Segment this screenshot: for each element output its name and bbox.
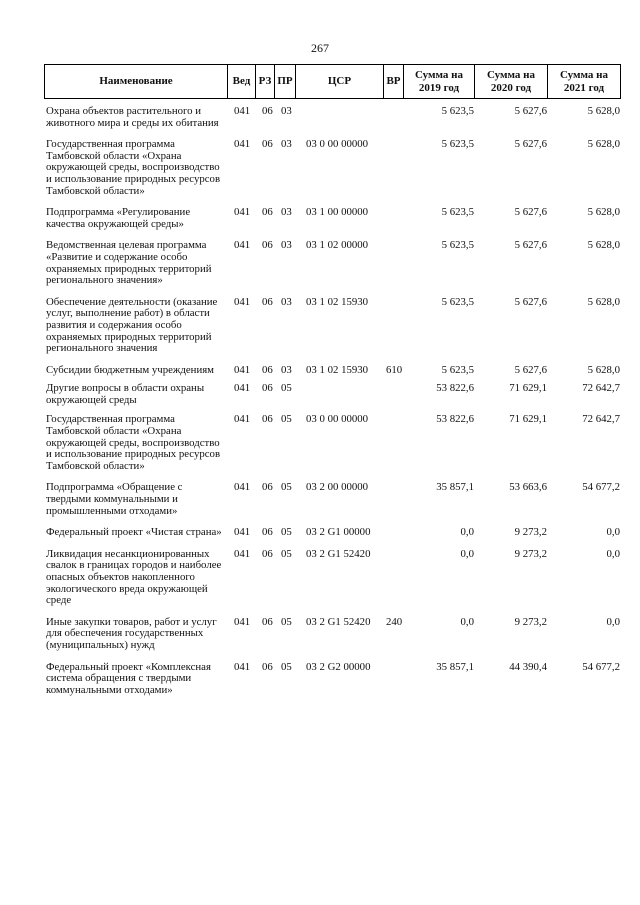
row-rz: 06 bbox=[262, 547, 273, 560]
row-sum-2019: 5 623,5 bbox=[441, 105, 474, 117]
row-sum-2020: 5 627,6 bbox=[514, 363, 547, 376]
row-rz: 06 bbox=[262, 206, 273, 219]
row-pr: 03 bbox=[281, 105, 292, 117]
row-name: Субсидии бюджетным учреждениям bbox=[46, 363, 215, 376]
row-sum-2019: 53 822,6 bbox=[436, 382, 474, 395]
row-ved: 041 bbox=[234, 660, 251, 673]
row-name: Другие вопросы в области охраны окружающей среды bbox=[46, 382, 205, 406]
row-sum-2020: 9 273,2 bbox=[514, 615, 547, 628]
row-pr: 03 bbox=[281, 295, 292, 308]
row-sum-2020: 44 390,4 bbox=[509, 660, 547, 673]
row-rz: 06 bbox=[262, 413, 273, 426]
row-sum-2020: 5 627,6 bbox=[514, 295, 547, 308]
row-sum-2019: 35 857,1 bbox=[436, 660, 474, 673]
row-sum-2020: 71 629,1 bbox=[509, 413, 547, 426]
row-csr: 03 0 00 00000 bbox=[306, 413, 369, 426]
row-vr: 610 bbox=[386, 363, 403, 376]
row-sum-2019: 5 623,5 bbox=[441, 295, 474, 308]
row-rz: 06 bbox=[262, 295, 273, 308]
row-ved: 041 bbox=[234, 138, 251, 151]
table-row bbox=[44, 662, 622, 697]
row-sum-2021: 5 628,0 bbox=[587, 206, 620, 219]
row-csr: 03 2 G1 00000 bbox=[306, 526, 371, 539]
row-sum-2020: 71 629,1 bbox=[509, 382, 547, 395]
row-rz: 06 bbox=[262, 382, 273, 395]
table-header bbox=[44, 64, 621, 99]
row-pr: 03 bbox=[281, 239, 292, 252]
table-row bbox=[44, 139, 622, 197]
row-sum-2020: 9 273,2 bbox=[514, 547, 547, 560]
table-row bbox=[44, 106, 622, 129]
header-ved: Вед bbox=[228, 65, 256, 99]
header-sum-2019: Сумма на 2019 год bbox=[404, 65, 475, 99]
row-ved: 041 bbox=[234, 481, 251, 494]
row-ved: 041 bbox=[234, 413, 251, 426]
row-csr: 03 1 02 00000 bbox=[306, 239, 369, 252]
row-csr: 03 0 00 00000 bbox=[306, 138, 369, 151]
row-name: Подпрограмма «Обращение с твердыми коммунальными и промышленными отходами» bbox=[46, 481, 183, 517]
row-sum-2021: 54 677,2 bbox=[582, 660, 620, 673]
row-csr: 03 1 02 15930 bbox=[306, 363, 369, 376]
row-name: Подпрограмма «Регулирование качества окружающей среды» bbox=[46, 206, 191, 230]
row-sum-2021: 54 677,2 bbox=[582, 481, 620, 494]
row-pr: 05 bbox=[281, 481, 292, 494]
row-pr: 05 bbox=[281, 615, 292, 628]
header-csr: ЦСР bbox=[296, 65, 384, 99]
header-vr: ВР bbox=[384, 65, 404, 99]
table-row bbox=[44, 240, 622, 286]
table-row bbox=[44, 549, 622, 607]
table-row bbox=[44, 365, 622, 377]
row-sum-2019: 53 822,6 bbox=[436, 413, 474, 426]
header-rz: РЗ bbox=[256, 65, 275, 99]
table-body bbox=[44, 106, 622, 696]
row-rz: 06 bbox=[262, 481, 273, 494]
row-sum-2020: 5 627,6 bbox=[514, 239, 547, 252]
row-sum-2021: 5 628,0 bbox=[587, 105, 620, 117]
row-sum-2019: 5 623,5 bbox=[441, 239, 474, 252]
row-ved: 041 bbox=[234, 526, 251, 539]
row-sum-2019: 5 623,5 bbox=[441, 138, 474, 151]
row-sum-2021: 72 642,7 bbox=[582, 382, 620, 395]
row-rz: 06 bbox=[262, 526, 273, 539]
row-sum-2020: 9 273,2 bbox=[514, 526, 547, 539]
row-ved: 041 bbox=[234, 239, 251, 252]
table-row bbox=[44, 617, 622, 652]
row-csr: 03 2 G1 52420 bbox=[306, 547, 371, 560]
row-csr: 03 1 00 00000 bbox=[306, 206, 369, 219]
row-csr: 03 1 02 15930 bbox=[306, 295, 369, 308]
table-row bbox=[44, 527, 622, 539]
row-pr: 05 bbox=[281, 382, 292, 395]
row-sum-2019: 0,0 bbox=[460, 615, 474, 628]
row-name: Государственная программа Тамбовской области «Охрана окружающей среды, воспроизводство и использование природных ресурсов Тамбовской области» bbox=[46, 413, 221, 472]
row-name: Государственная программа Тамбовской области «Охрана окружающей среды, воспроизводство и использование природных ресурсов Тамбовской области» bbox=[46, 138, 221, 197]
header-name: Наименование bbox=[45, 65, 228, 99]
row-csr: 03 2 00 00000 bbox=[306, 481, 369, 494]
row-pr: 03 bbox=[281, 363, 292, 376]
row-vr: 240 bbox=[386, 615, 403, 628]
row-sum-2021: 0,0 bbox=[606, 526, 620, 539]
row-sum-2021: 5 628,0 bbox=[587, 295, 620, 308]
row-ved: 041 bbox=[234, 382, 251, 395]
row-pr: 05 bbox=[281, 547, 292, 560]
row-ved: 041 bbox=[234, 363, 251, 376]
row-rz: 06 bbox=[262, 615, 273, 628]
table-row bbox=[44, 414, 622, 472]
row-pr: 03 bbox=[281, 206, 292, 219]
row-sum-2021: 5 628,0 bbox=[587, 239, 620, 252]
row-sum-2019: 35 857,1 bbox=[436, 481, 474, 494]
table-row bbox=[44, 207, 622, 230]
row-sum-2019: 5 623,5 bbox=[441, 363, 474, 376]
row-rz: 06 bbox=[262, 239, 273, 252]
row-pr: 05 bbox=[281, 413, 292, 426]
row-sum-2021: 5 628,0 bbox=[587, 138, 620, 151]
row-sum-2019: 0,0 bbox=[460, 547, 474, 560]
row-sum-2021: 72 642,7 bbox=[582, 413, 620, 426]
header-sum-2020: Сумма на 2020 год bbox=[475, 65, 548, 99]
row-rz: 06 bbox=[262, 660, 273, 673]
table-row bbox=[44, 482, 622, 517]
row-csr: 03 2 G2 00000 bbox=[306, 660, 371, 673]
row-sum-2019: 5 623,5 bbox=[441, 206, 474, 219]
row-sum-2021: 5 628,0 bbox=[587, 363, 620, 376]
row-pr: 03 bbox=[281, 138, 292, 151]
row-ved: 041 bbox=[234, 105, 251, 117]
row-sum-2020: 5 627,6 bbox=[514, 138, 547, 151]
row-name: Ликвидация несанкционированных свалок в границах городов и наиболее опасных объектов накопленного экологического вреда окружающей среде bbox=[46, 547, 222, 607]
table-row bbox=[44, 383, 622, 406]
header-pr: ПР bbox=[275, 65, 296, 99]
header-sum-2021: Сумма на 2021 год bbox=[548, 65, 621, 99]
row-ved: 041 bbox=[234, 295, 251, 308]
row-name: Иные закупки товаров, работ и услуг для обеспечения государственных (муниципальных) нужд bbox=[46, 615, 217, 651]
row-ved: 041 bbox=[234, 206, 251, 219]
row-sum-2019: 0,0 bbox=[460, 526, 474, 539]
row-name: Федеральный проект «Комплексная система обращения с твердыми коммунальными отходами» bbox=[46, 660, 211, 696]
row-pr: 05 bbox=[281, 660, 292, 673]
row-name: Федеральный проект «Чистая страна» bbox=[46, 526, 222, 539]
row-rz: 06 bbox=[262, 105, 273, 117]
row-name: Охрана объектов растительного и животного мира и среды их обитания bbox=[46, 105, 219, 129]
table-row bbox=[44, 297, 622, 355]
row-ved: 041 bbox=[234, 615, 251, 628]
row-sum-2020: 53 663,6 bbox=[509, 481, 547, 494]
row-rz: 06 bbox=[262, 138, 273, 151]
page-number: 267 bbox=[311, 41, 329, 55]
row-sum-2020: 5 627,6 bbox=[514, 206, 547, 219]
row-csr: 03 2 G1 52420 bbox=[306, 615, 371, 628]
row-name: Обеспечение деятельности (оказание услуг, выполнение работ) в области развития и содержания особо охраняемых природных территорий регионального значения bbox=[46, 295, 218, 355]
row-ved: 041 bbox=[234, 547, 251, 560]
row-sum-2021: 0,0 bbox=[606, 547, 620, 560]
row-sum-2021: 0,0 bbox=[606, 615, 620, 628]
row-sum-2020: 5 627,6 bbox=[514, 105, 547, 117]
row-rz: 06 bbox=[262, 363, 273, 376]
row-pr: 05 bbox=[281, 526, 292, 539]
row-name: Ведомственная целевая программа «Развитие и содержание особо охраняемых природных территорий регионального значения» bbox=[46, 239, 212, 287]
